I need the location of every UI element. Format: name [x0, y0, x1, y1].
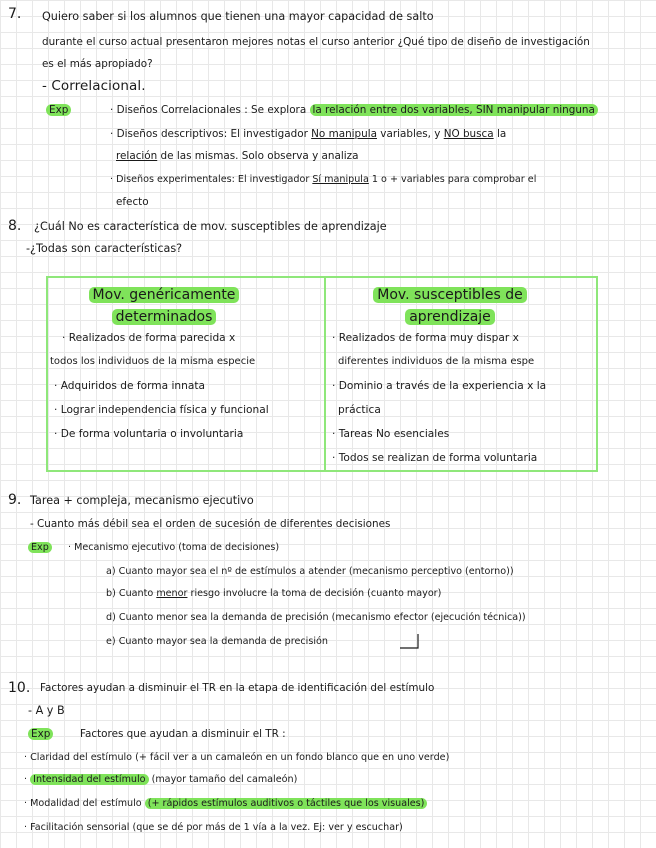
- table-divider: [324, 278, 326, 470]
- q7-design-correlational: · Diseños Correlacionales : Se explora la relación entre dos variables, SIN manipular ninguna: [110, 104, 598, 116]
- q10-factor-intensity: · Intensidad del estímulo (mayor tamaño del camaleón): [24, 774, 298, 785]
- q7-design-descriptive: · Diseños descriptivos: El investigador No manipula variables, y NO busca la: [110, 128, 507, 140]
- left-column-heading: Mov. genéricamente determinados: [74, 284, 254, 328]
- right-item: · Dominio a través de la experiencia x la: [332, 380, 547, 392]
- q9-exp-tag: Exp: [28, 542, 52, 553]
- q7-line3: es el más apropiado?: [42, 58, 153, 70]
- q9-option-e: e) Cuanto mayor sea la demanda de precisión: [106, 636, 328, 647]
- q7-line1: Quiero saber si los alumnos que tienen una mayor capacidad de salto: [42, 10, 434, 23]
- q10-line2: - A y B: [28, 704, 65, 717]
- right-item: práctica: [338, 404, 381, 416]
- q7-number: 7.: [8, 6, 22, 22]
- q9-option-d: d) Cuanto menor sea la demanda de precisión (mecanismo efector (ejecución técnica)): [106, 612, 526, 623]
- right-column-heading: Mov. susceptibles de aprendizaje: [348, 284, 552, 328]
- q10-factor-facilitation: · Facilitación sensorial (que se dé por más de 1 vía a la vez. Ej: ver y escuchar): [24, 822, 403, 833]
- q7-exp-tag: Exp: [46, 104, 71, 116]
- q10-factor-clarity: · Claridad del estímulo (+ fácil ver a un camaleón en un fondo blanco que en uno verde): [24, 752, 450, 763]
- q7-design-experimental-cont: efecto: [116, 196, 149, 208]
- q7-answer: - Correlacional.: [42, 78, 146, 94]
- arrow-return-icon: [398, 632, 422, 654]
- q8-line1: ¿Cuál No es característica de mov. susceptibles de aprendizaje: [34, 220, 387, 233]
- q7-design-experimental: · Diseños experimentales: El investigador Sí manipula 1 o + variables para comprobar el: [110, 174, 537, 185]
- comparison-table: [46, 276, 598, 472]
- q10-exp-text: Factores que ayudan a disminuir el TR :: [80, 728, 286, 740]
- q9-exp-text: · Mecanismo ejecutivo (toma de decisiones): [68, 542, 280, 553]
- q10-factor-modality: · Modalidad del estímulo (+ rápidos estímulos auditivos o táctiles que los visuales): [24, 798, 427, 809]
- q9-number: 9.: [8, 492, 22, 508]
- left-item: · Adquiridos de forma innata: [54, 380, 205, 392]
- q9-line1: Tarea + compleja, mecanismo ejecutivo: [30, 494, 254, 507]
- q7-line2: durante el curso actual presentaron mejores notas el curso anterior ¿Qué tipo de diseño de investigación: [42, 36, 590, 48]
- q10-number: 10.: [8, 680, 31, 696]
- right-item: · Tareas No esenciales: [332, 428, 450, 440]
- left-item: · Lograr independencia física y funcional: [54, 404, 269, 416]
- q10-line1: Factores ayudan a disminuir el TR en la etapa de identificación del estímulo: [40, 682, 435, 694]
- right-item: diferentes individuos de la misma espe: [338, 356, 535, 367]
- q8-line2: -¿Todas son características?: [26, 242, 183, 255]
- left-item: todos los individuos de la misma especie: [50, 356, 256, 367]
- left-item: · Realizados de forma parecida x: [62, 332, 236, 344]
- q9-line2: - Cuanto más débil sea el orden de sucesión de diferentes decisiones: [30, 518, 391, 530]
- q7-design-descriptive-cont: relación de las mismas. Solo observa y analiza: [116, 150, 359, 162]
- left-item: · De forma voluntaria o involuntaria: [54, 428, 244, 440]
- q8-number: 8.: [8, 218, 22, 234]
- q9-option-a: a) Cuanto mayor sea el nº de estímulos a atender (mecanismo perceptivo (entorno)): [106, 566, 514, 577]
- q9-option-b: b) Cuanto menor riesgo involucre la toma de decisión (cuanto mayor): [106, 588, 442, 599]
- q10-exp-tag: Exp: [28, 728, 53, 740]
- right-item: · Todos se realizan de forma voluntaria: [332, 452, 538, 464]
- right-item: · Realizados de forma muy dispar x: [332, 332, 519, 344]
